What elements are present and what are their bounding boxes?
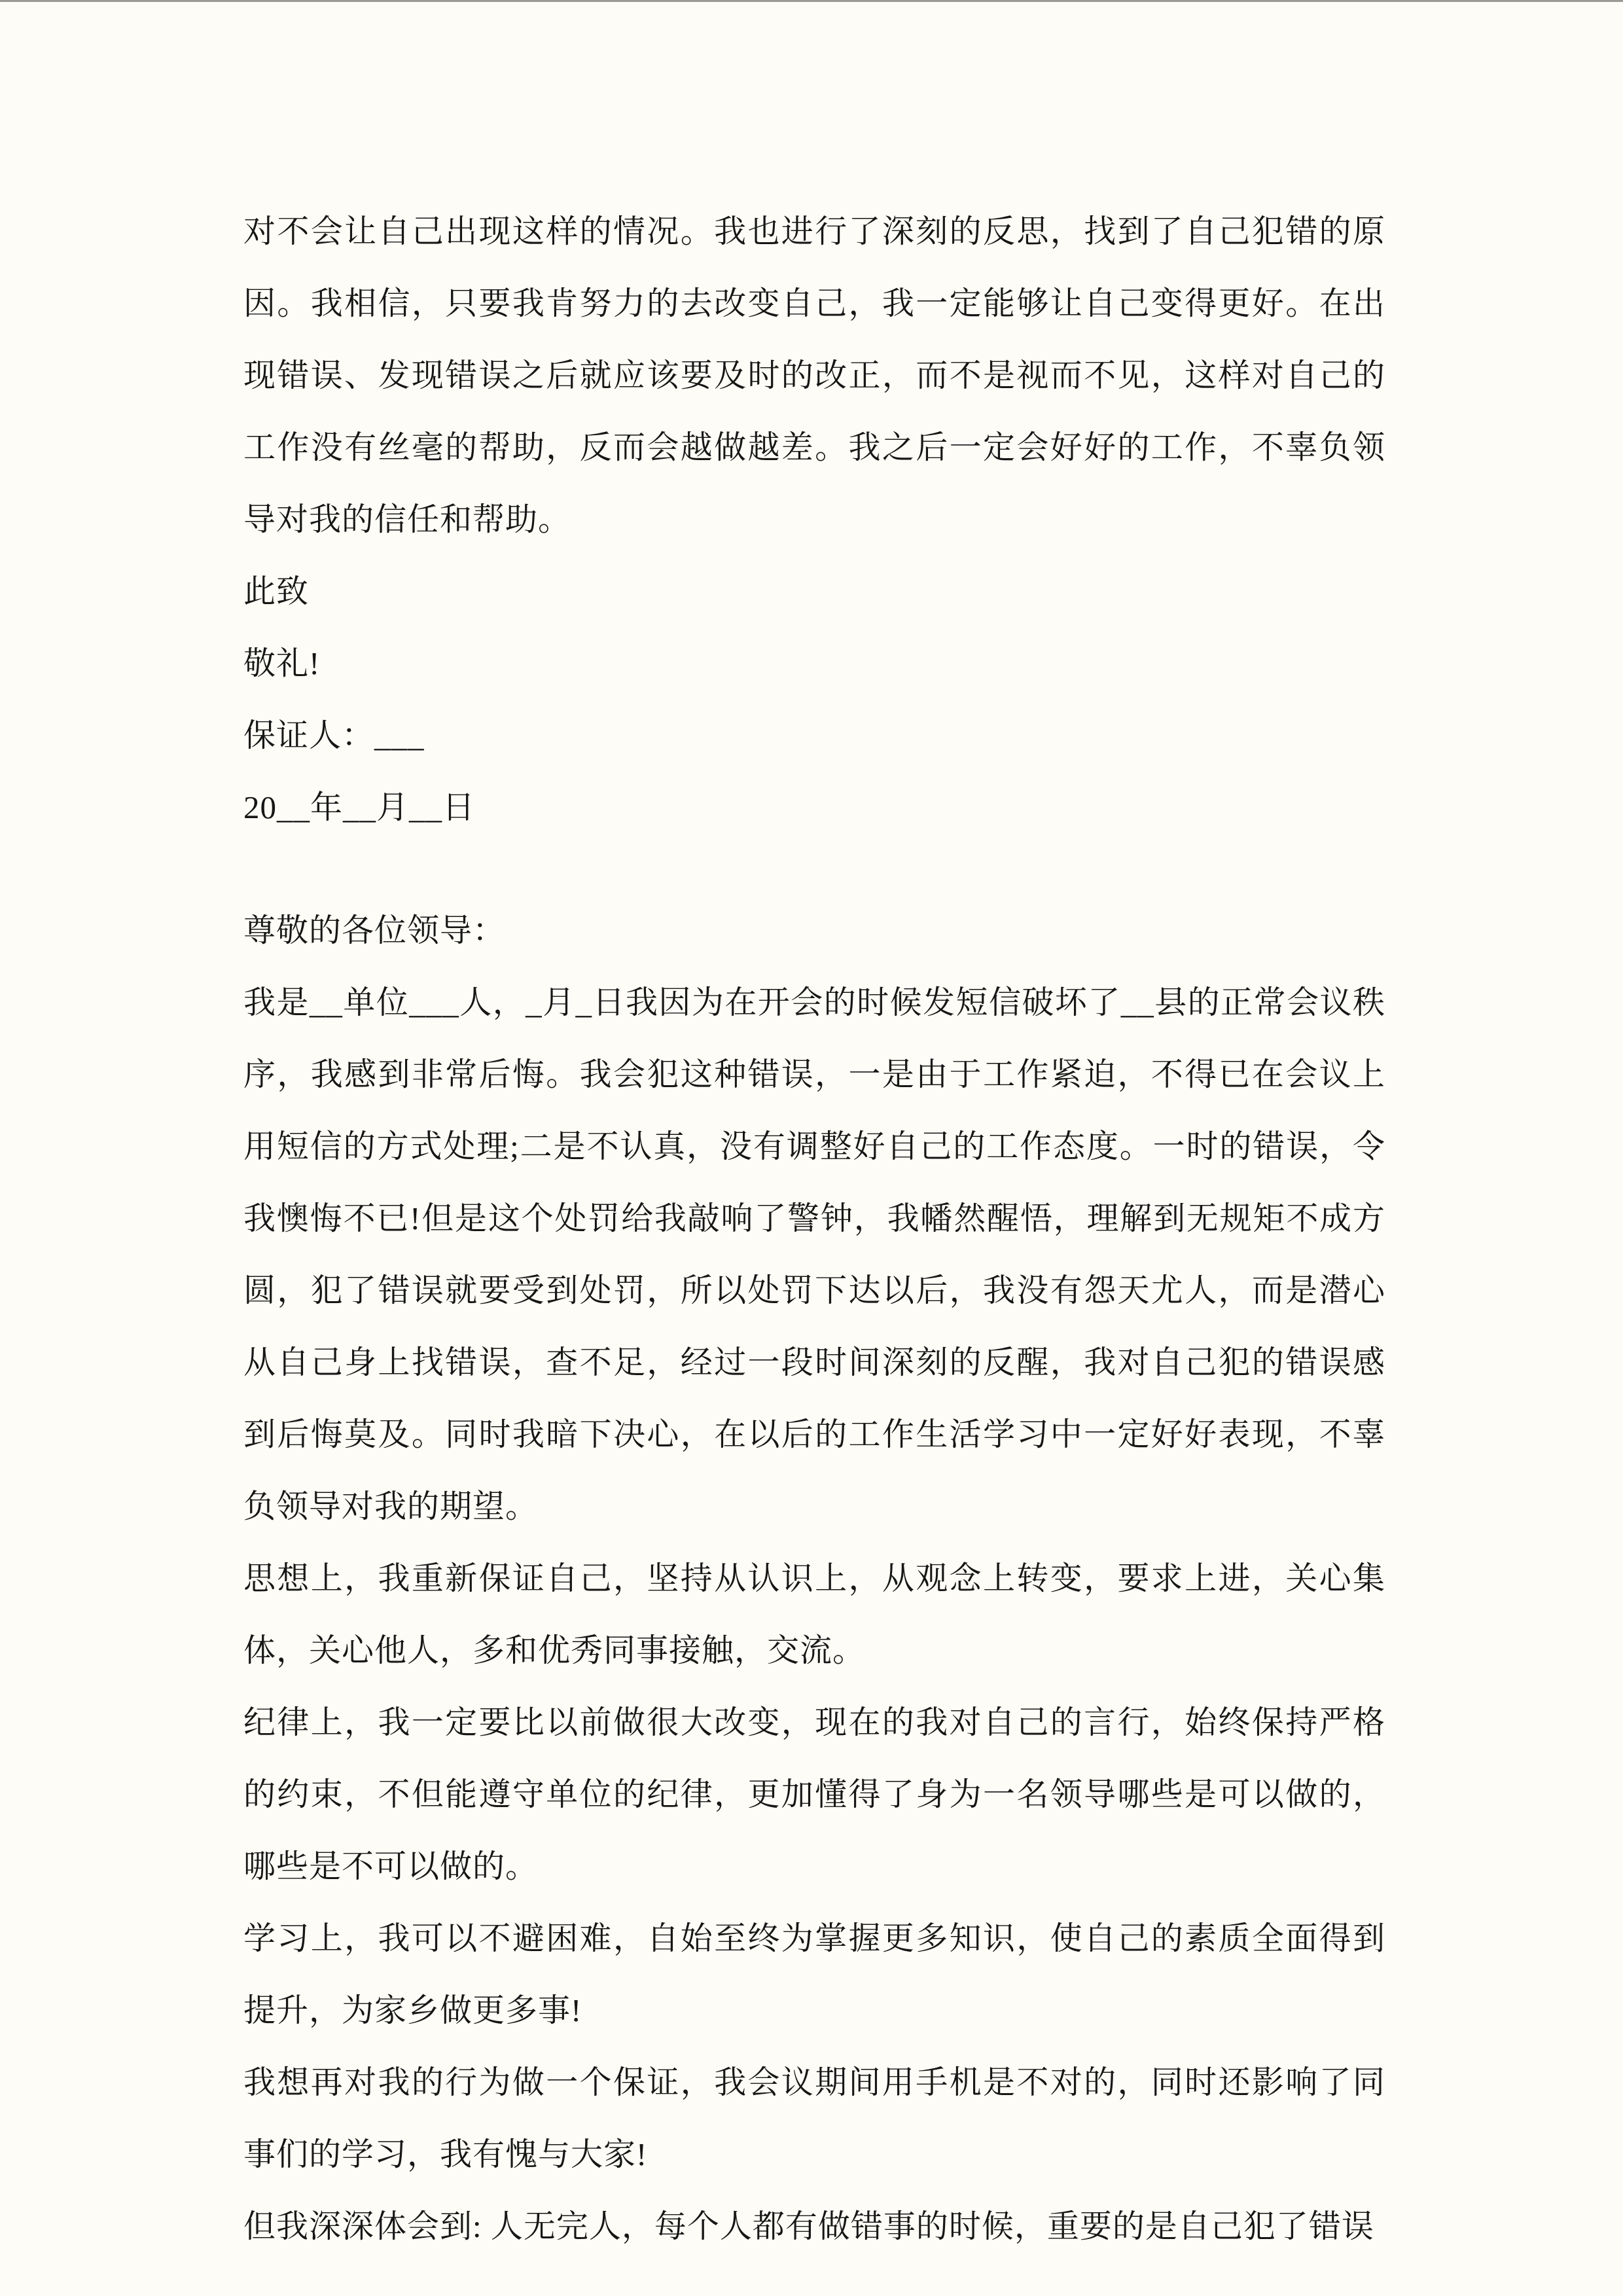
signature-line: 保证人：___ — [243, 717, 425, 753]
paragraph-reflection-cutoff: 但我深深体会到: 人无完人，每个人都有做错事的时候，重要的是自己犯了错误 — [243, 2208, 1374, 2244]
paragraph-discipline: 纪律上，我一定要比以前做很大改变，现在的我对自己的言行，始终保持严格的约束，不但能遵守单位的纪律，更加懂得了身为一名领导哪些是可以做的，哪些是不可以做的。 — [243, 1704, 1385, 1884]
section-divider-space — [243, 844, 1385, 895]
paragraph-thought: 思想上，我重新保证自己，坚持从认识上，从观念上转变，要求上进，关心集体，关心他人，多和优秀同事接触，交流。 — [243, 1560, 1385, 1668]
date-line: 20__年__月__日 — [243, 789, 476, 825]
paragraph-pledge: 我想再对我的行为做一个保证，我会议期间用手机是不对的，同时还影响了同事们的学习，我有愧与大家! — [243, 2064, 1385, 2172]
salutation: 尊敬的各位领导： — [243, 912, 506, 948]
paragraph-study: 学习上，我可以不避困难，自始至终为掌握更多知识，使自己的素质全面得到提升，为家乡做更多事! — [243, 1920, 1385, 2028]
paragraph-apology: 我是__单位___人，_月_日我因为在开会的时候发短信破坏了__县的正常会议秩序，我感到非常后悔。我会犯这种错误，一是由于工作紧迫，不得已在会议上用短信的方式处理;二是不认真，没有调整好自己的工作态度。一时的错误，令我懊悔不已!但是这个处罚给我敲响了警钟，我幡然醒悟，理解到无规矩不成方圆，犯了错误就要受到处罚，所以处罚下达以后，我没有怨天尤人，而是潜心从自己身上找错误，查不足，经过一段时间深刻的反醒，我对自己犯的错误感到后悔莫及。同时我暗下决心，在以后的工作生活学习中一定好好表现，不辜负领导对我的期望。 — [243, 984, 1385, 1524]
closing-jingli: 敬礼! — [243, 645, 321, 681]
paragraph-continuation: 对不会让自己出现这样的情况。我也进行了深刻的反思，找到了自己犯错的原因。我相信，只要我肯努力的去改变自己，我一定能够让自己变得更好。在出现错误、发现错误之后就应该要及时的改正，而不是视而不见，这样对自己的工作没有丝毫的帮助，反而会越做越差。我之后一定会好好的工作，不辜负领导对我的信任和帮助。 — [243, 213, 1385, 537]
document-content — [243, 196, 1385, 2263]
closing-cizhi: 此致 — [243, 573, 310, 609]
